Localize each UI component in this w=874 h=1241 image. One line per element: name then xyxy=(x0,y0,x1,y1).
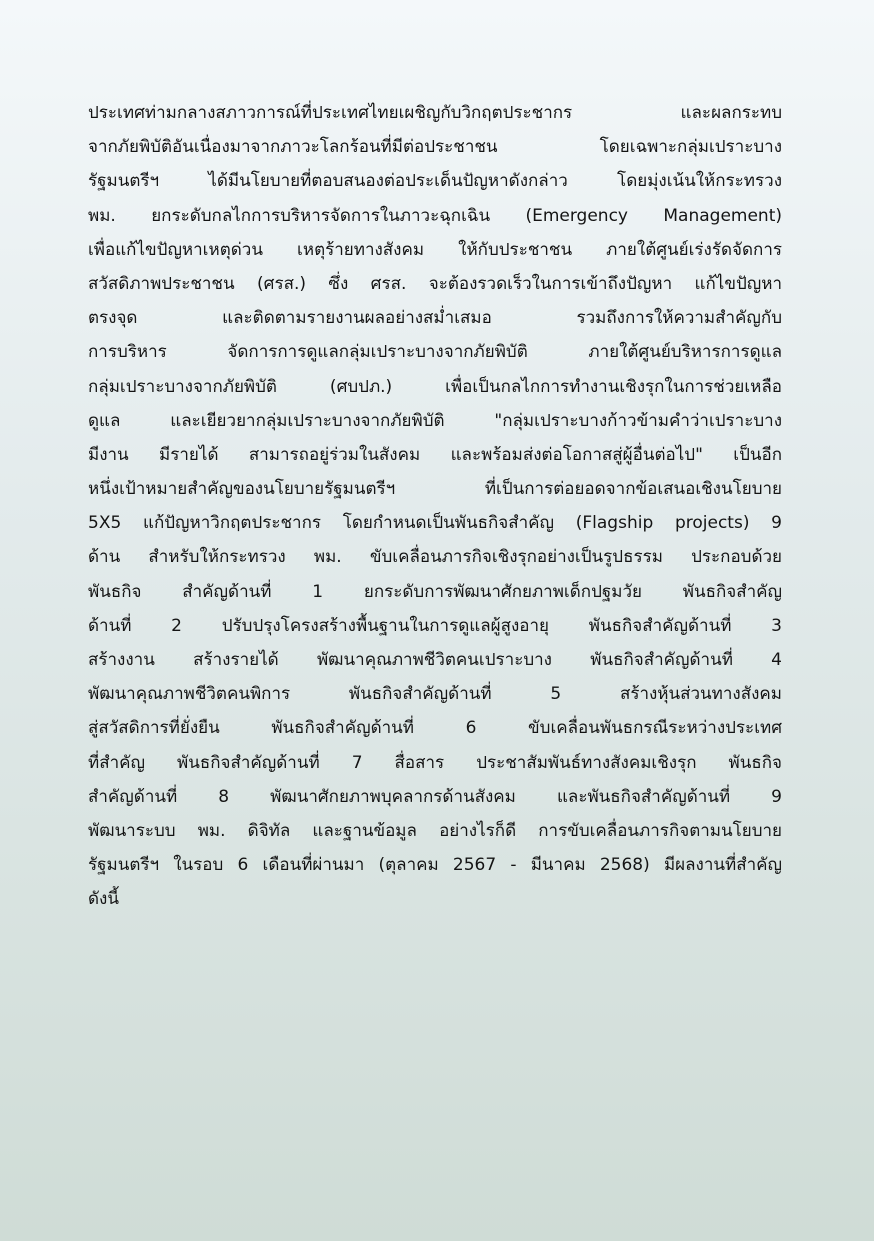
paragraph-line: พัฒนาคุณภาพชีวิตคนพิการ พันธกิจสำคัญด้านที่ 5 สร้างหุ้นส่วนทางสังคม xyxy=(88,684,782,705)
paragraph-line: เพื่อแก้ไขปัญหาเหตุด่วน เหตุร้ายทางสังคม ให้กับประชาชน ภายใต้ศูนย์เร่งรัดจัดการ xyxy=(88,239,782,260)
paragraph-line: ตรงจุด และติดตามรายงานผลอย่างสม่ำเสมอ รวมถึงการให้ความสำคัญกับ xyxy=(88,308,782,329)
paragraph-line: กลุ่มเปราะบางจากภัยพิบัติ (ศบปภ.) เพื่อเป็นกลไกการทำงานเชิงรุกในการช่วยเหลือ xyxy=(88,376,782,397)
paragraph-line: พัฒนาระบบ พม. ดิจิทัล และฐานข้อมูล อย่างไรก็ดี การขับเคลื่อนภารกิจตามนโยบาย xyxy=(88,820,782,841)
paragraph-line: หนึ่งเป้าหมายสำคัญของนโยบายรัฐมนตรีฯ ที่เป็นการต่อยอดจากข้อเสนอเชิงนโยบาย xyxy=(88,479,782,500)
paragraph-line: จากภัยพิบัติอันเนื่องมาจากภาวะโลกร้อนที่มีต่อประชาชน โดยเฉพาะกลุ่มเปราะบาง xyxy=(88,137,782,158)
paragraph-line: ประเทศท่ามกลางสภาวการณ์ที่ประเทศไทยเผชิญกับวิกฤตประชากร และผลกระทบ xyxy=(88,103,782,123)
paragraph-line: รัฐมนตรีฯ ในรอบ 6 เดือนที่ผ่านมา (ตุลาคม 2567 - มีนาคม 2568) มีผลงานที่สำคัญ xyxy=(88,855,782,876)
paragraph-line: สำคัญด้านที่ 8 พัฒนาศักยภาพบุคลากรด้านสังคม และพันธกิจสำคัญด้านที่ 9 xyxy=(88,786,782,807)
paragraph-line: พันธกิจ สำคัญด้านที่ 1 ยกระดับการพัฒนาศักยภาพเด็กปฐมวัย พันธกิจสำคัญ xyxy=(88,581,782,602)
paragraph-line: ที่สำคัญ พันธกิจสำคัญด้านที่ 7 สื่อสาร ประชาสัมพันธ์ทางสังคมเชิงรุก พันธกิจ xyxy=(88,752,782,773)
paragraph-line: สู่สวัสดิการที่ยั่งยืน พันธกิจสำคัญด้านที่ 6 ขับเคลื่อนพันธกรณีระหว่างประเทศ xyxy=(88,718,782,739)
paragraph-line: ดูแล และเยียวยากลุ่มเปราะบางจากภัยพิบัติ "กลุ่มเปราะบางก้าวข้ามคำว่าเปราะบาง xyxy=(88,410,782,431)
paragraph-line: ดังนี้ xyxy=(88,889,119,910)
paragraph-line: พม. ยกระดับกลไกการบริหารจัดการในภาวะฉุกเฉิน (Emergency Management) xyxy=(88,205,782,226)
paragraph-line: สวัสดิภาพประชาชน (ศรส.) ซึ่ง ศรส. จะต้องรวดเร็วในการเข้าถึงปัญหา แก้ไขปัญหา xyxy=(88,273,782,294)
document-body xyxy=(88,96,782,917)
paragraph-line: ด้าน สำหรับให้กระทรวง พม. ขับเคลื่อนภารกิจเชิงรุกอย่างเป็นรูปธรรม ประกอบด้วย xyxy=(88,547,782,568)
paragraph-line: การบริหาร จัดการการดูแลกลุ่มเปราะบางจากภัยพิบัติ ภายใต้ศูนย์บริหารการดูแล xyxy=(88,342,782,363)
paragraph-line: มีงาน มีรายได้ สามารถอยู่ร่วมในสังคม และพร้อมส่งต่อโอกาสสู่ผู้อื่นต่อไป" เป็นอีก xyxy=(88,444,782,465)
paragraph-line: 5X5 แก้ปัญหาวิกฤตประชากร โดยกำหนดเป็นพันธกิจสำคัญ (Flagship projects) 9 xyxy=(88,513,782,534)
paragraph-line: สร้างงาน สร้างรายได้ พัฒนาคุณภาพชีวิตคนเปราะบาง พันธกิจสำคัญด้านที่ 4 xyxy=(88,650,782,670)
paragraph-line: ด้านที่ 2 ปรับปรุงโครงสร้างพื้นฐานในการดูแลผู้สูงอายุ พันธกิจสำคัญด้านที่ 3 xyxy=(88,615,782,636)
paragraph-line: รัฐมนตรีฯ ได้มีนโยบายที่ตอบสนองต่อประเด็นปัญหาดังกล่าว โดยมุ่งเน้นให้กระทรวง xyxy=(88,171,782,192)
